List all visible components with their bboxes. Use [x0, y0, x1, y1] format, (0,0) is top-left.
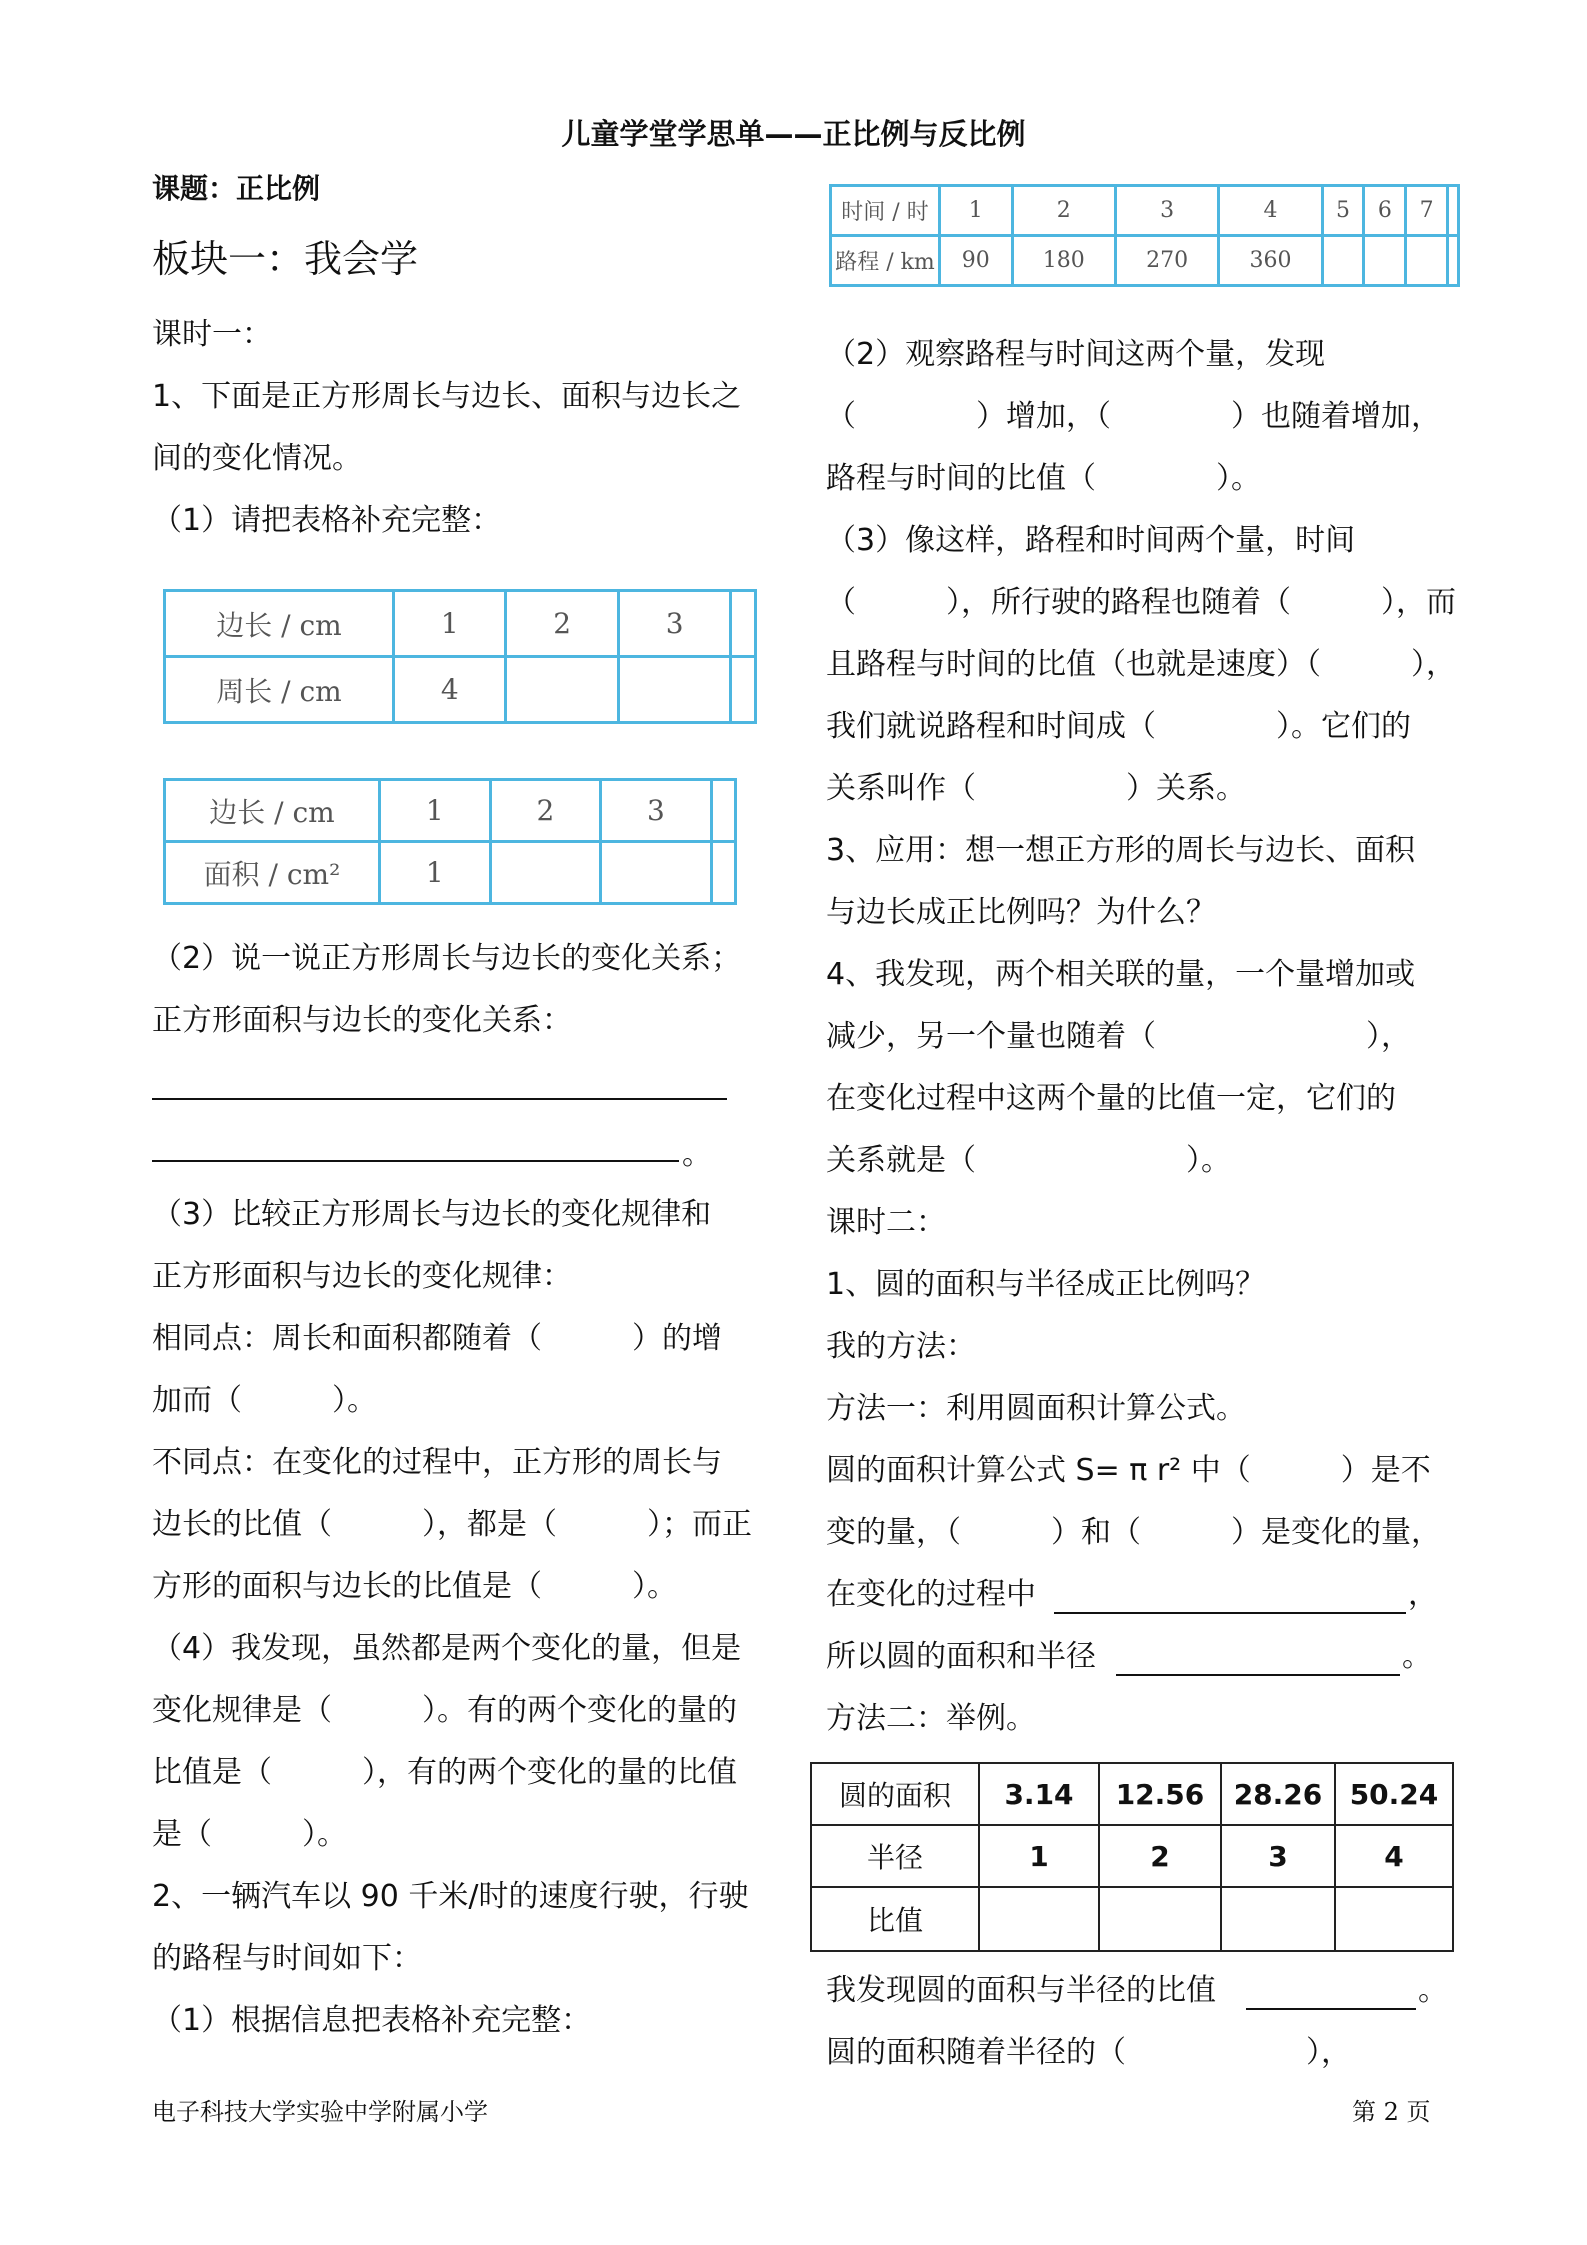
q1-2-text-2: 正方形面积与边长的变化关系： [152, 1003, 572, 1038]
method1-text-3: 在变化的过程中 [826, 1577, 1036, 1612]
q1-2-text: （2）说一说正方形周长与边长的变化关系； [152, 941, 742, 976]
table-cell: 5 [1322, 186, 1364, 236]
q2-3-text-5: 关系叫作（ ）关系。 [826, 771, 1246, 806]
table-cell: 90 [940, 236, 1013, 286]
session2-label: 课时二： [826, 1205, 946, 1240]
q1-4-text-2: 变化规律是（ ）。有的两个变化的量的 [152, 1693, 737, 1728]
q3-text: 3、应用：想一想正方形的周长与边长、面积 [826, 833, 1416, 868]
table-cell[interactable] [979, 1887, 1099, 1951]
table-cell: 2 [1012, 186, 1115, 236]
method1-text-4: 所以圆的面积和半径 [826, 1639, 1096, 1674]
table-cell [731, 657, 756, 723]
q1-text: 1、下面是正方形周长与边长、面积与边长之 [152, 379, 742, 414]
table-cell: 50.24 [1335, 1763, 1453, 1825]
q1-3-text-2: 正方形面积与边长的变化规律： [152, 1259, 572, 1294]
table-cell: 1 [380, 842, 491, 904]
q1-text-2: 间的变化情况。 [152, 441, 362, 476]
table-cell [1447, 186, 1458, 236]
table-cell: 6 [1364, 186, 1406, 236]
table-cell: 1 [380, 780, 491, 842]
answer-line[interactable] [152, 1160, 679, 1162]
q1-4-text-4: 是（ ）。 [152, 1817, 347, 1852]
table-cell: 360 [1219, 236, 1322, 286]
comma-mark: ， [1408, 1577, 1438, 1612]
period-mark: 。 [1418, 1973, 1448, 2008]
q1-3-same: 相同点：周长和面积都随着（ ）的增 [152, 1321, 722, 1356]
q1-3-same-2: 加而（ ）。 [152, 1383, 377, 1418]
perimeter-table [163, 589, 757, 724]
table-cell: 3.14 [979, 1763, 1099, 1825]
q2-text: 2、一辆汽车以 90 千米/时的速度行驶，行驶 [152, 1879, 749, 1914]
table-cell [618, 657, 730, 723]
table-cell: 边长 / cm [165, 591, 394, 657]
q2-2-text-2: （ ）增加，（ ）也随着增加， [826, 399, 1441, 434]
q4-text-4: 关系就是（ ）。 [826, 1143, 1231, 1178]
section-heading: 板块一：我会学 [152, 237, 419, 281]
table-cell: 1 [394, 591, 506, 657]
table-cell: 半径 [811, 1825, 979, 1887]
table-cell [506, 657, 618, 723]
table-cell: 4 [1219, 186, 1322, 236]
table-cell [1364, 236, 1406, 286]
q2-3-text: （3）像这样，路程和时间两个量，时间 [826, 523, 1356, 558]
table-cell [711, 780, 735, 842]
table-cell: 2 [1099, 1825, 1221, 1887]
q2-1-text: （1）根据信息把表格补充完整： [152, 2003, 592, 2038]
table-cell: 3 [1221, 1825, 1335, 1887]
table-cell: 4 [1335, 1825, 1453, 1887]
q2-3-text-3: 且路程与时间的比值（也就是速度）（ ）， [826, 647, 1456, 682]
page-number: 第 2 页 [1352, 2098, 1431, 2126]
answer-line[interactable] [1116, 1674, 1400, 1676]
find-text-2: 圆的面积随着半径的（ ）， [826, 2035, 1351, 2070]
table-cell: 1 [940, 186, 1013, 236]
q1-3-diff-3: 方形的面积与边长的比值是（ ）。 [152, 1569, 677, 1604]
q2-text-2: 的路程与时间如下： [152, 1941, 422, 1976]
table-cell: 2 [506, 591, 618, 657]
find-text: 我发现圆的面积与半径的比值 [826, 1973, 1216, 2008]
period-mark: 。 [1402, 1639, 1432, 1674]
answer-line[interactable] [1246, 2008, 1416, 2010]
table-cell: 圆的面积 [811, 1763, 979, 1825]
q2-2-text-3: 路程与时间的比值（ ）。 [826, 461, 1261, 496]
q1-4-text: （4）我发现，虽然都是两个变化的量，但是 [152, 1631, 742, 1666]
table-cell: 270 [1115, 236, 1218, 286]
table-cell: 3 [1115, 186, 1218, 236]
period-mark: 。 [682, 1137, 712, 1172]
table-cell: 2 [490, 780, 601, 842]
circle-table [810, 1762, 1454, 1952]
footer-school: 电子科技大学实验中学附属小学 [152, 2098, 488, 2126]
table-cell[interactable] [1099, 1887, 1221, 1951]
table-cell [1406, 236, 1448, 286]
q4-text-2: 减少，另一个量也随着（ ）， [826, 1019, 1411, 1054]
q4-text: 4、我发现，两个相关联的量，一个量增加或 [826, 957, 1416, 992]
lesson-title: 课题：正比例 [152, 172, 321, 205]
table-cell: 12.56 [1099, 1763, 1221, 1825]
table-cell: 时间 / 时 [831, 186, 940, 236]
answer-line[interactable] [1054, 1612, 1406, 1614]
table-cell: 180 [1012, 236, 1115, 286]
table-cell [490, 842, 601, 904]
q3-text-2: 与边长成正比例吗？为什么？ [826, 895, 1216, 930]
table-cell[interactable] [1221, 1887, 1335, 1951]
q2-3-text-4: 我们就说路程和时间成（ ）。它们的 [826, 709, 1411, 744]
q4-text-3: 在变化过程中这两个量的比值一定，它们的 [826, 1081, 1396, 1116]
table-cell[interactable] [1335, 1887, 1453, 1951]
table-cell [731, 591, 756, 657]
q1-1-text: （1）请把表格补充完整： [152, 503, 502, 538]
speed-table [829, 184, 1460, 287]
session-label: 课时一： [152, 317, 272, 352]
table-cell: 28.26 [1221, 1763, 1335, 1825]
method2-text: 方法二：举例。 [826, 1701, 1036, 1736]
table-cell [1447, 236, 1458, 286]
table-cell: 3 [601, 780, 712, 842]
answer-line[interactable] [152, 1098, 727, 1100]
table-cell: 比值 [811, 1887, 979, 1951]
q1-3-diff-2: 边长的比值（ ），都是（ ）；而正 [152, 1507, 752, 1542]
area-table [163, 778, 737, 905]
q1-4-text-3: 比值是（ ），有的两个变化的量的比值 [152, 1755, 737, 1790]
q1-3-text: （3）比较正方形周长与边长的变化规律和 [152, 1197, 712, 1232]
page-title: 儿童学堂学思单——正比例与反比例 [561, 117, 1026, 151]
table-cell: 面积 / cm² [165, 842, 380, 904]
table-cell: 3 [618, 591, 730, 657]
table-cell: 周长 / cm [165, 657, 394, 723]
table-cell [711, 842, 735, 904]
method-label: 我的方法： [826, 1329, 976, 1364]
table-cell: 边长 / cm [165, 780, 380, 842]
table-cell: 4 [394, 657, 506, 723]
table-cell: 路程 / km [831, 236, 940, 286]
q2-3-text-2: （ ），所行驶的路程也随着（ ），而 [826, 585, 1456, 620]
method1-formula: 圆的面积计算公式 S= π r² 中（ ）是不 [826, 1453, 1431, 1488]
table-cell [1322, 236, 1364, 286]
q1-3-diff: 不同点：在变化的过程中，正方形的周长与 [152, 1445, 722, 1480]
method1-text: 方法一：利用圆面积计算公式。 [826, 1391, 1246, 1426]
table-cell: 1 [979, 1825, 1099, 1887]
table-cell: 7 [1406, 186, 1448, 236]
c1-text: 1、圆的面积与半径成正比例吗？ [826, 1267, 1266, 1302]
q2-2-text: （2）观察路程与时间这两个量，发现 [826, 337, 1326, 372]
method1-text-2: 变的量，（ ）和（ ）是变化的量， [826, 1515, 1441, 1550]
table-cell [601, 842, 712, 904]
